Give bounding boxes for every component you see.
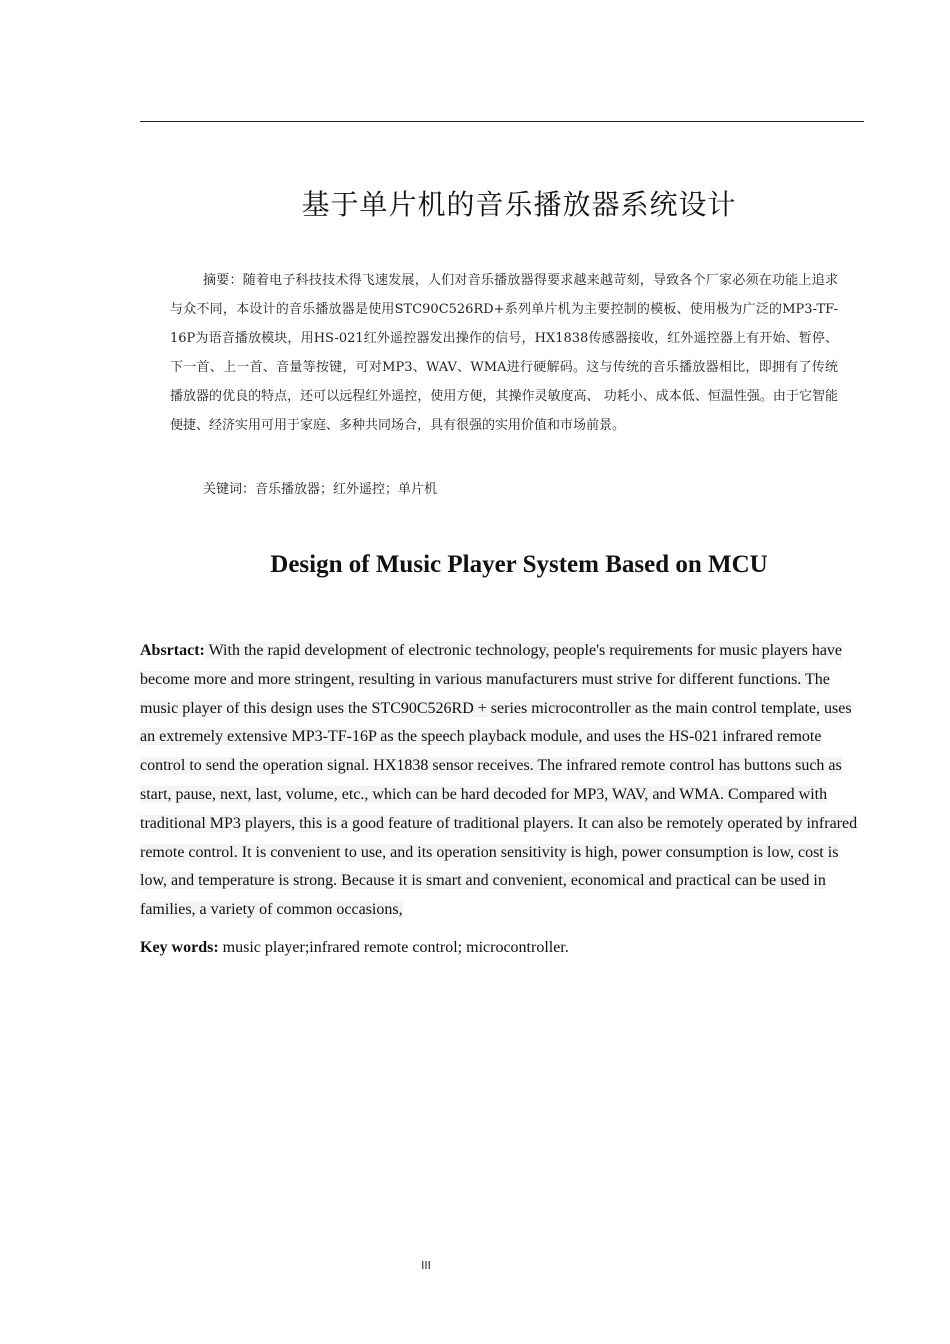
chinese-abstract-label: 摘要：	[203, 273, 243, 288]
english-abstract	[140, 637, 862, 925]
chinese-abstract-text: 随着电子科技技术得飞速发展，人们对音乐播放器得要求越来越苛刻，导致各个厂家必须在功能上追求与众不同，本设计的音乐播放器是使用STC90C526RD+系列单片机为主要控制的模板、使用极为广泛的MP3-TF-16P为语音播放模块，用HS-021红外遥控器发出操作的信号，HX1838传感器接收，红外遥控器上有开始、暂停、下一首、上一首、音量等按键，可对MP3、WAV、WMA进行硬解码。这与传统的音乐播放器相比，即拥有了传统播放器的优良的特点，还可以远程红外遥控，使用方便，其操作灵敏度高、 功耗小、成本低、恒温性强。由于它智能便捷、经济实用可用于家庭、多种共同场合，具有很强的实用价值和市场前景。	[170, 273, 838, 433]
header-rule	[140, 121, 864, 122]
chinese-keywords-label: 关键词：	[203, 482, 256, 497]
chinese-keywords	[203, 478, 437, 497]
english-title: Design of Music Player System Based on MCU	[270, 551, 768, 578]
english-keywords	[140, 939, 569, 957]
english-keywords-label: Key words:	[140, 939, 219, 956]
chinese-abstract	[170, 266, 838, 440]
chinese-title: 基于单片机的音乐播放器系统设计	[301, 188, 737, 221]
page-number: III	[421, 1259, 431, 1272]
chinese-keywords-text: 音乐播放器；红外遥控；单片机	[255, 482, 438, 497]
english-keywords-text: music player;infrared remote control; microcontroller.	[218, 939, 569, 956]
english-abstract-text: With the rapid development of electronic technology, people's requirements for music players have become more and more stringent, resulting in various manufacturers must strive for different functions. The music player of this design uses the STC90C526RD + series microcontroller as the main control template, uses an extremely extensive MP3-TF-16P as the speech playback module, and uses the HS-021 infrared remote control to send the operation signal. HX1838 sensor receives. The infrared remote control has buttons such as start, pause, next, last, volume, etc., which can be hard decoded for MP3, WAV, and WMA. Compared with traditional MP3 players, this is a good feature of traditional players. It can also be remotely operated by infrared remote control. It is convenient to use, and its operation sensitivity is high, power consumption is low, cost is low, and temperature is strong. Because it is smart and convenient, economical and practical can be used in families, a variety of common occasions,	[140, 642, 858, 919]
english-abstract-label: Absrtact:	[140, 642, 205, 659]
